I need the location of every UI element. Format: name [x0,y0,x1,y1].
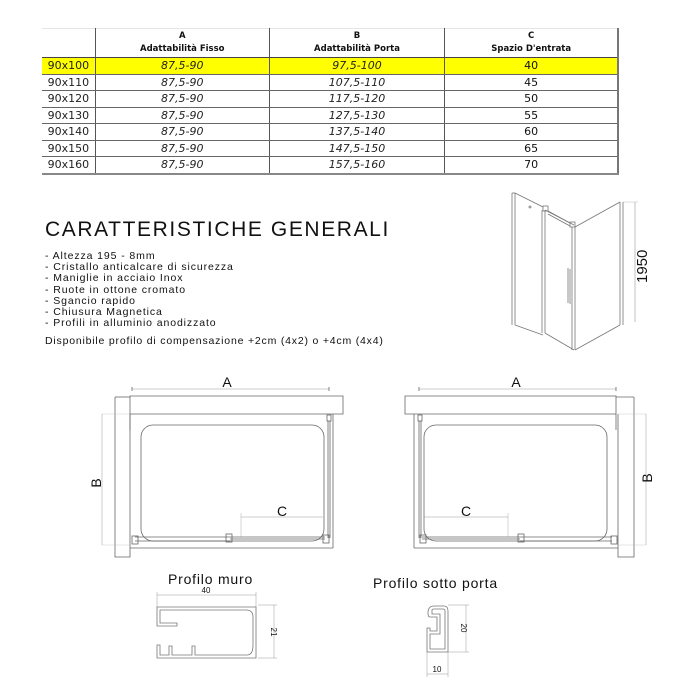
shower-isometric-drawing [490,185,670,360]
table-row [42,91,618,108]
profile-door-width-label: 10 [432,665,442,674]
plan-drawing-left [85,365,365,565]
dimensions-table [42,28,619,175]
profile-door-title: Profilo sotto porta [373,575,498,591]
profile-door-height-label: 20 [459,623,468,633]
cell-b: 117,5-120 [269,91,445,108]
feature-item: - Ruote in ottone cromato [45,283,186,296]
table-header-row [42,29,618,58]
cell-b: 157,5-160 [269,157,445,174]
cell-b: 97,5-100 [269,58,445,75]
features-title: CARATTERISTICHE GENERALI [45,218,390,241]
table-row [42,124,618,141]
cell-size: 90x150 [42,140,95,157]
header-b-letter: B [353,31,361,41]
dimension-b-label: B [88,478,104,488]
table-row [42,140,618,157]
feature-item: - Altezza 195 - 8mm [45,250,156,262]
cell-size: 90x120 [42,91,95,108]
cell-b: 127,5-130 [269,107,445,124]
feature-item: - Cristallo anticalcare di sicurezza [45,261,234,274]
profile-door-drawing [420,597,480,682]
feature-item: - Profili in alluminio anodizzato [45,317,217,330]
feature-item: - Sgancio rapido [45,294,136,307]
cell-c: 60 [445,124,618,141]
cell-a: 87,5-90 [95,157,269,174]
header-b [269,29,445,58]
cell-c: 40 [445,58,618,75]
compensation-note: Disponibile profilo di compensazione +2cm (4x2) o +4cm (4x4) [45,335,384,347]
cell-b: 107,5-110 [269,74,445,91]
feature-item: - Maniglie in acciaio Inox [45,272,184,285]
cell-c: 70 [445,157,618,174]
header-b-label: Adattabilità Porta [314,44,400,54]
header-c-label: Spazio D'entrata [491,44,572,54]
height-dimension-label: 1950 [634,249,651,283]
dimension-c-label: C [276,503,288,519]
cell-b: 147,5-150 [269,140,445,157]
header-a-label: Adattabilità Fisso [139,44,225,54]
profile-wall-height-label: 21 [269,627,278,637]
plan-drawing-right [390,365,670,565]
cell-size: 90x110 [42,74,95,91]
profile-wall-width-label: 40 [201,586,211,595]
cell-a: 87,5-90 [95,107,269,124]
cell-a: 87,5-90 [95,140,269,157]
header-size [42,29,95,58]
dimension-a-label: A [511,374,521,390]
cell-size: 90x160 [42,157,95,174]
table-row [42,74,618,91]
cell-b: 137,5-140 [269,124,445,141]
cell-c: 45 [445,74,618,91]
cell-c: 55 [445,107,618,124]
table-row-highlighted [42,58,618,75]
cell-a: 87,5-90 [95,124,269,141]
cell-size: 90x100 [42,58,95,75]
header-c [445,29,618,58]
cell-a: 87,5-90 [95,91,269,108]
table-row [42,107,618,124]
cell-c: 65 [445,140,618,157]
header-a-letter: A [178,31,186,41]
profile-wall-title: Profilo muro [168,571,254,587]
cell-size: 90x140 [42,124,95,141]
header-a [95,29,269,58]
cell-c: 50 [445,91,618,108]
features-list [45,251,234,329]
profile-wall-drawing [150,585,290,665]
cell-size: 90x130 [42,107,95,124]
dimension-b-label: B [639,473,655,483]
table-row [42,157,618,174]
header-c-letter: C [528,31,535,41]
feature-item: - Chiusura Magnetica [45,306,163,319]
cell-a: 87,5-90 [95,74,269,91]
cell-a: 87,5-90 [95,58,269,75]
dimension-c-label: C [460,503,472,519]
dimension-a-label: A [222,374,232,390]
